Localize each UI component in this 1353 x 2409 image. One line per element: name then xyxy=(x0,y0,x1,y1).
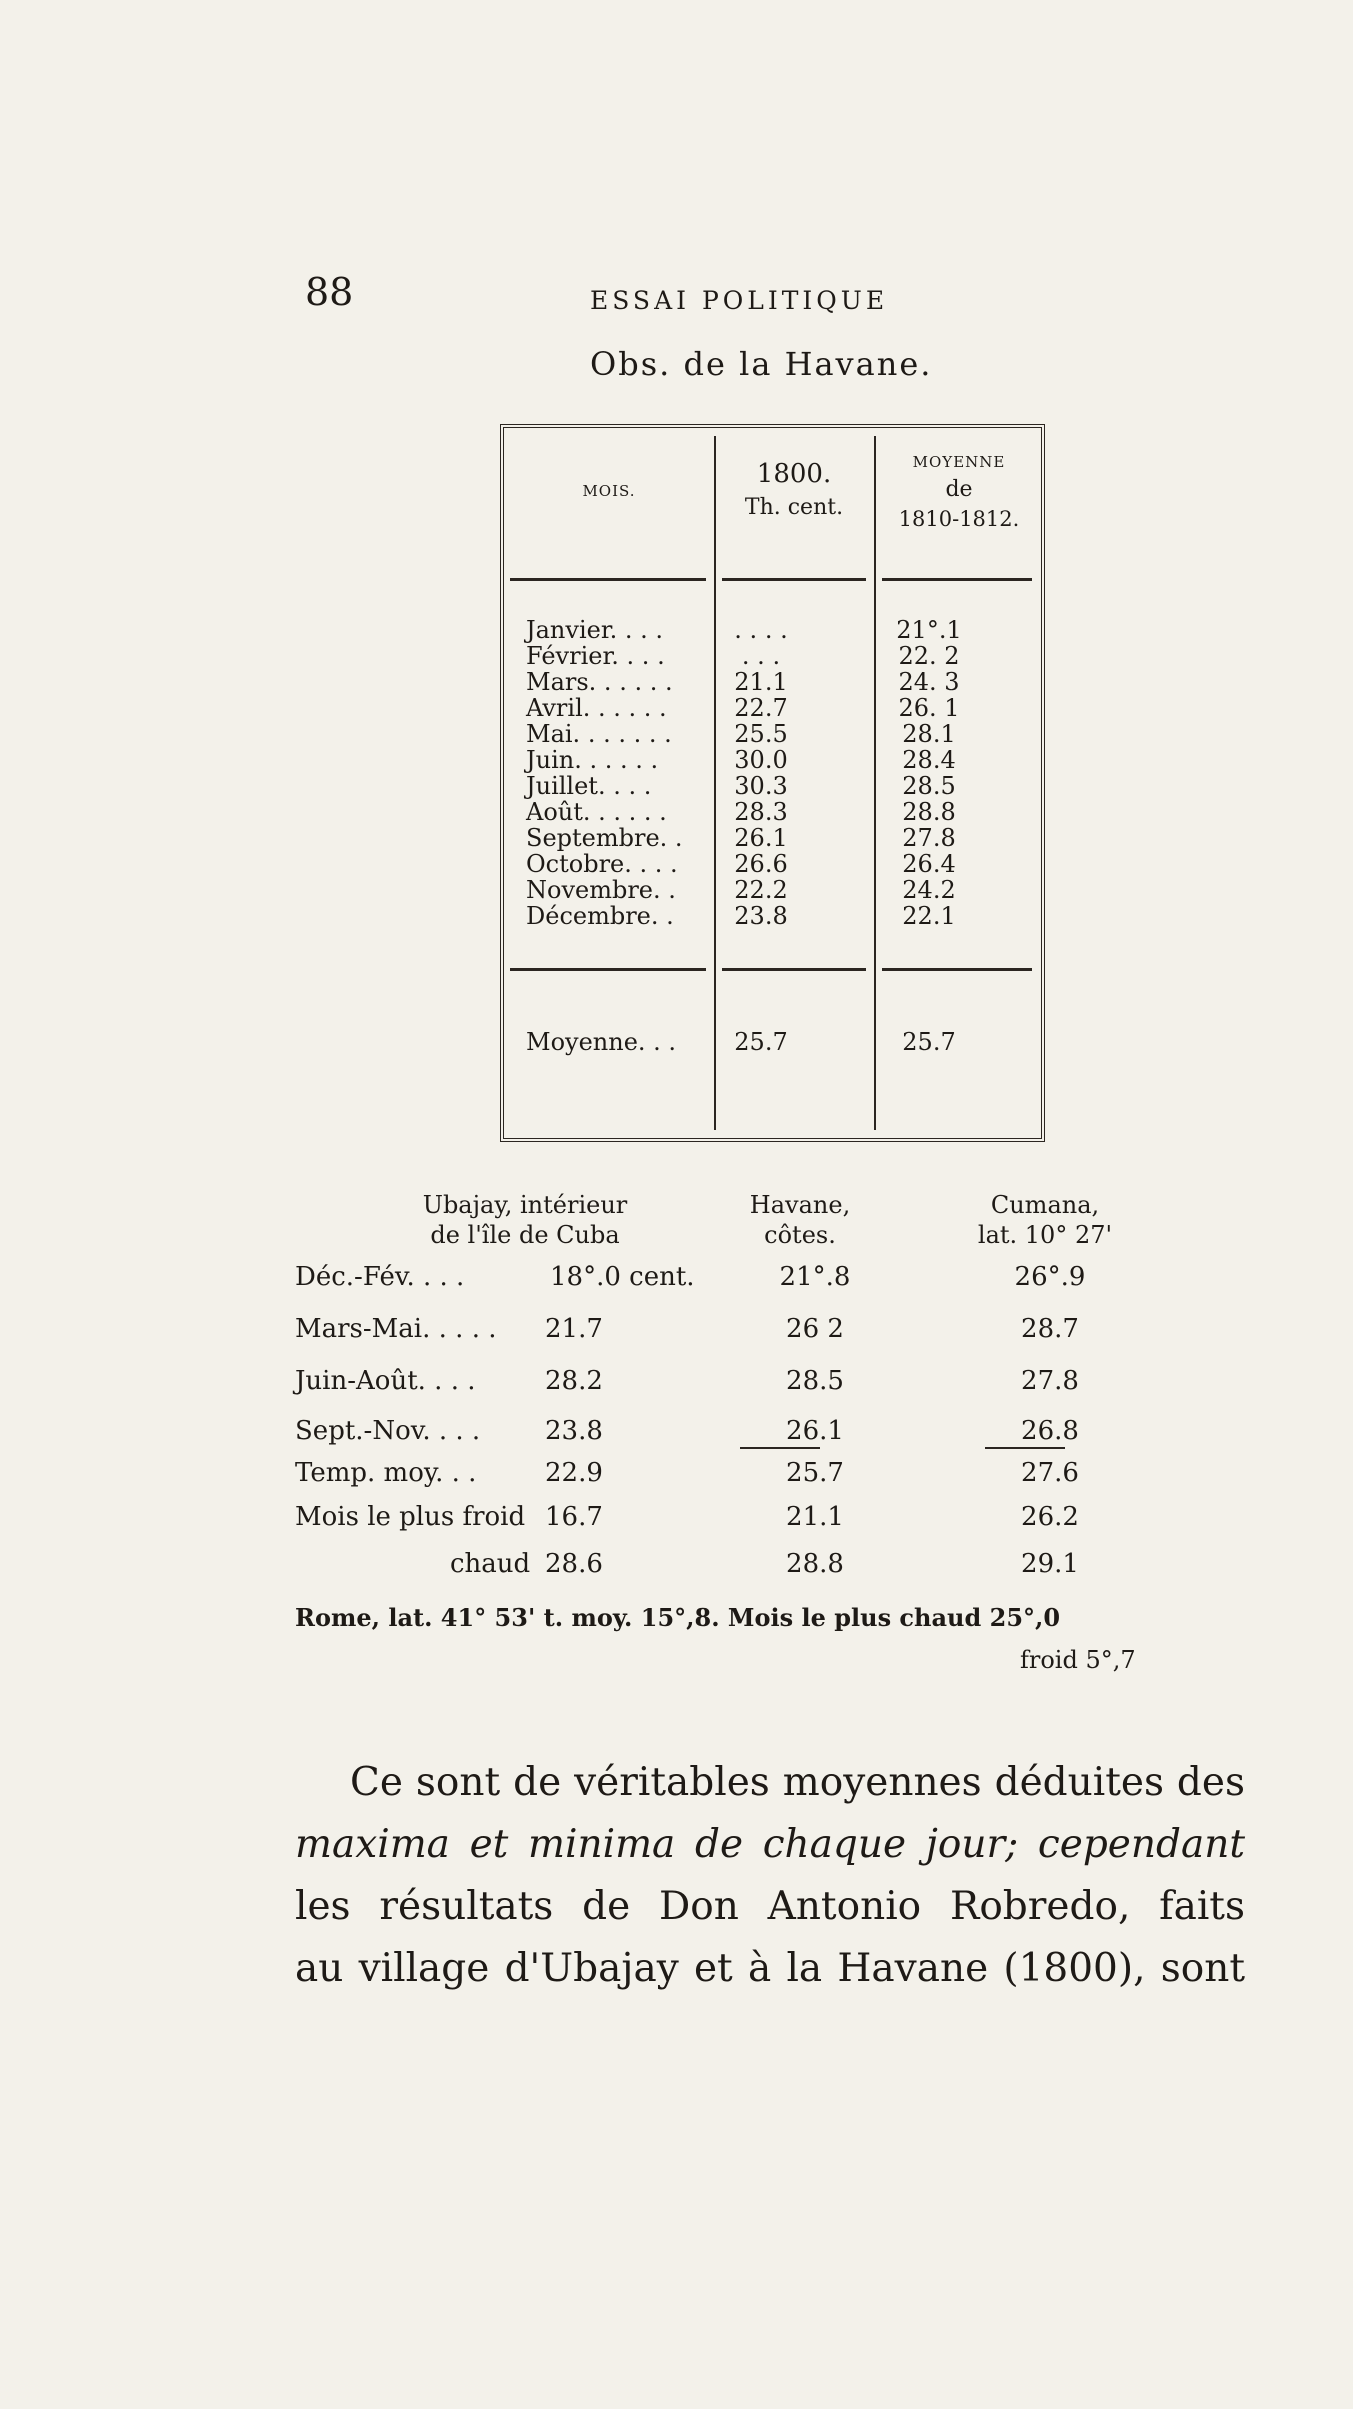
average-rule xyxy=(722,968,866,971)
sum-rule xyxy=(740,1447,820,1449)
table-row: Août. . . . . . 28.3 28.8 xyxy=(526,798,956,826)
table-row: Novembre. . 22.2 24.2 xyxy=(526,876,956,904)
table-row: Octobre. . . . 26.6 26.4 xyxy=(526,850,956,878)
season-row: Sept.-Nov. . . . 23.8 26.1 26.8 xyxy=(295,1416,1079,1446)
header-rule xyxy=(510,578,706,581)
paragraph-line: les résultats de Don Antonio Robredo, faits xyxy=(295,1884,1245,1929)
page-number: 88 xyxy=(305,270,354,314)
havane-header: Havane, côtes. xyxy=(749,1191,851,1249)
section-title: Obs. de la Havane. xyxy=(590,345,933,383)
table-row: Janvier. . . . . . . . 21°.1 xyxy=(526,616,962,644)
table-row: Mars. . . . . . 21.1 24. 3 xyxy=(526,668,960,696)
header-1800: 1800. xyxy=(756,459,832,489)
season-row: chaud 28.6 28.8 29.1 xyxy=(450,1549,1079,1579)
average-rule xyxy=(882,968,1032,971)
header-rule xyxy=(882,578,1032,581)
rome-comparison: Rome, lat. 41° 53' t. moy. 15°,8. Mois le plus chaud 25°,0 xyxy=(295,1603,1061,1632)
table-row: Février. . . . . . . 22. 2 xyxy=(526,642,960,670)
table-row: Décembre. . 23.8 22.1 xyxy=(526,902,956,930)
header-moyenne: MOYENNE xyxy=(912,453,1006,471)
header-moyenne-years: 1810-1812. xyxy=(898,507,1020,531)
table-row: Avril. . . . . . 22.7 26. 1 xyxy=(526,694,960,722)
table-row: Septembre. . 26.1 27.8 xyxy=(526,824,956,852)
running-title: ESSAI POLITIQUE xyxy=(590,286,889,315)
header-rule xyxy=(722,578,866,581)
paragraph-line: Ce sont de véritables moyennes déduites des xyxy=(350,1760,1245,1805)
season-row: Mars-Mai. . . . . 21.7 26 2 28.7 xyxy=(295,1314,1079,1344)
average-rule xyxy=(510,968,706,971)
header-moyenne-de: de xyxy=(945,477,973,502)
monthly-temperature-table xyxy=(500,424,1045,1142)
header-mois: MOIS. xyxy=(582,482,636,500)
season-row: Juin-Août. . . . 28.2 28.5 27.8 xyxy=(295,1366,1079,1396)
season-row: Temp. moy. . . 22.9 25.7 27.6 xyxy=(295,1458,1079,1488)
rome-coldest: froid 5°,7 xyxy=(1020,1646,1136,1674)
paragraph-line: au village d'Ubajay et à la Havane (1800), sont xyxy=(295,1946,1245,1991)
ubajay-header: Ubajay, intérieur de l'île de Cuba xyxy=(422,1191,628,1249)
table-row: Juillet. . . . 30.3 28.5 xyxy=(526,772,956,800)
season-row: Déc.-Fév. . . . 18°.0 cent. 21°.8 26°.9 xyxy=(295,1262,1086,1292)
sum-rule xyxy=(985,1447,1065,1449)
average-row: Moyenne. . . 25.7 25.7 xyxy=(526,1028,956,1056)
table-row: Juin. . . . . . 30.0 28.4 xyxy=(526,746,956,774)
season-row: Mois le plus froid 16.7 21.1 26.2 xyxy=(295,1502,1079,1532)
table-row: Mai. . . . . . . 25.5 28.1 xyxy=(526,720,956,748)
header-1800-unit: Th. cent. xyxy=(744,495,844,520)
paragraph-line: maxima et minima de chaque jour; cependant xyxy=(295,1822,1245,1867)
body-paragraph xyxy=(295,1752,1245,2000)
cumana-header: Cumana, lat. 10° 27' xyxy=(977,1191,1113,1249)
